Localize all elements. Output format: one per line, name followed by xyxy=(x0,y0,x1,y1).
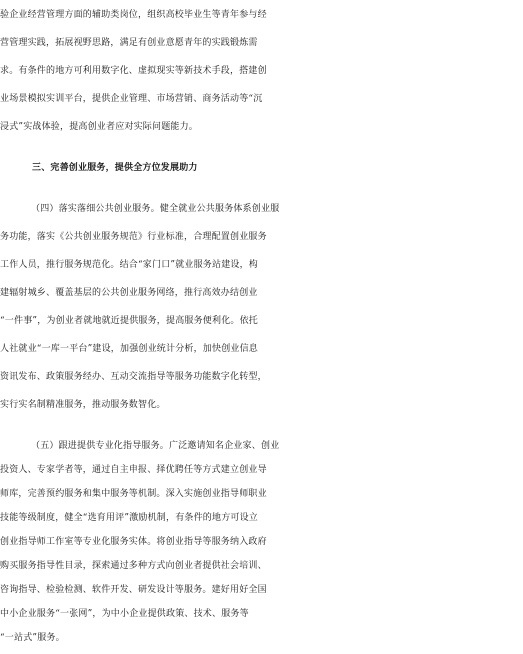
section-heading: 三、完善创业服务，提供全方位发展助力 xyxy=(32,163,198,173)
paragraph-line: 实行实名制精准服务，推动服务数智化。 xyxy=(0,400,166,410)
paragraph-line: 验企业经营管理方面的辅助类岗位，组织高校毕业生等青年参与经 xyxy=(0,10,267,20)
paragraph-line: 业场景模拟实训平台，提供企业管理、市场营销、商务活动等“沉 xyxy=(0,94,263,104)
paragraph-line: 工作人员，推行服务规范化。结合“家门口”就业服务站建设，构 xyxy=(0,260,259,270)
paragraph-line: 技能等级制度，健全“选育用评”激励机制，有条件的地方可设立 xyxy=(0,513,259,523)
paragraph-line: 建辐射城乡、覆盖基层的公共创业服务网络，推行高效办结创业 xyxy=(0,288,258,298)
paragraph-line: 创业指导师工作室等专业化服务实体。将创业指导等服务纳入政府 xyxy=(0,537,267,547)
paragraph-line: 师库，完善预约服务和集中服务等机制。深入实施创业指导师职业 xyxy=(0,489,267,499)
paragraph-line: 营管理实践，拓展视野思路，满足有创业意愿青年的实践锻炼需 xyxy=(0,38,258,48)
paragraph-line: 人社就业“一库一平台”建设，加强创业统计分析，加快创业信息 xyxy=(0,344,259,354)
paragraph-line: 浸式”实战体验，提高创业者应对实际问题能力。 xyxy=(0,122,199,132)
paragraph-line: 咨询指导、检验检测、软件开发、研发设计等服务。建好用好全国 xyxy=(0,585,267,595)
paragraph-line: （五）跟进提供专业化指导服务。广泛邀请知名企业家、创业 xyxy=(31,441,280,451)
paragraph-line: 购买服务指导性目录，探索通过多种方式向创业者提供社会培训、 xyxy=(0,561,267,571)
paragraph-line: 投资人、专家学者等，通过自主申报、择优聘任等方式建立创业导 xyxy=(0,465,267,475)
paragraph-line: （四）落实落细公共创业服务。健全就业公共服务体系创业服 xyxy=(31,204,280,214)
paragraph-line: 中小企业服务“一张网”，为中小企业提供政策、技术、服务等 xyxy=(0,609,249,619)
paragraph-line: “一站式”服务。 xyxy=(0,633,65,643)
paragraph-line: “一件事”，为创业者就地就近提供服务，提高服务便利化。依托 xyxy=(0,316,259,326)
paragraph-line: 务功能，落实《公共创业服务规范》行业标准，合理配置创业服务 xyxy=(0,232,267,242)
paragraph-line: 资讯发布、政策服务经办、互动交流指导等服务功能数字化转型， xyxy=(0,372,267,382)
paragraph-line: 求。有条件的地方可利用数字化、虚拟现实等新技术手段，搭建创 xyxy=(0,66,267,76)
